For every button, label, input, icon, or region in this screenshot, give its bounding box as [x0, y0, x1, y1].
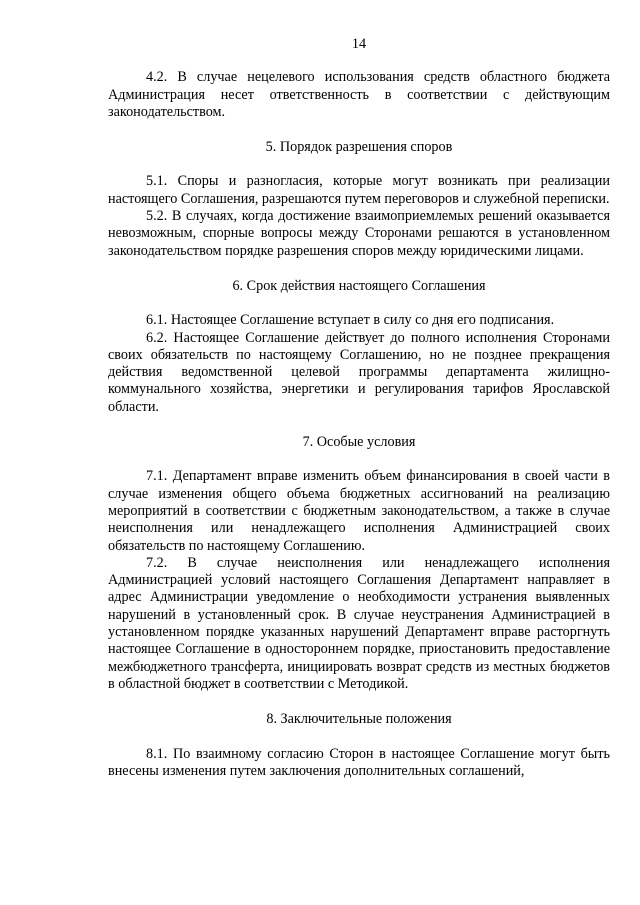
page-number: 14: [351, 36, 367, 52]
paragraph-7-1: 7.1. Департамент вправе изменить объем финансирования в своей части в случае изменения общего объема бюджетных ассигнований на реализацию мероприятий в соответствии с бюджетным законодательством, а также в случае неисполнения или ненадлежащего исполнения Администрацией своих обязательств по настоящему Соглашению.: [108, 468, 610, 554]
paragraph-6-2: 6.2. Настоящее Соглашение действует до полного исполнения Сторонами своих обязательств по настоящему Соглашению, но не позднее прекращения действия ведомственной целевой программы департамента жилищно-коммунального хозяйства, энергетики и регулирования тарифов Ярославской области.: [108, 329, 610, 415]
paragraph-5-2: 5.2. В случаях, когда достижение взаимоприемлемых решений оказывается невозможным, спорные вопросы между Сторонами решаются в установленном законодательством порядке разрешения споров между юридическими лицами.: [108, 208, 610, 259]
paragraph-7-2: 7.2. В случае неисполнения или ненадлежащего исполнения Администрацией условий настоящего Соглашения Департамент направляет в адрес Администрации уведомление о необходимости устранения выявленных нарушений в установленный срок. В случае неустранения Администрацией в установленном порядке указанных нарушений Департамент вправе расторгнуть настоящее Соглашение в одностороннем порядке, приостановить предоставление межбюджетного трансферта, инициировать возврат средств из местных бюджетов в областной бюджет в соответствии с Методикой.: [108, 554, 610, 692]
paragraph-4-2: 4.2. В случае нецелевого использования средств областного бюджета Администрация несет ответственность в соответствии с действующим законодательством.: [108, 69, 610, 120]
paragraph-5-1: 5.1. Споры и разногласия, которые могут возникать при реализации настоящего Соглашения, разрешаются путем переговоров и служебной переписки.: [108, 173, 610, 207]
section-heading-6: 6. Срок действия настоящего Соглашения: [232, 277, 486, 294]
section-heading-7: 7. Особые условия: [302, 434, 416, 451]
section-heading-5: 5. Порядок разрешения споров: [265, 139, 453, 156]
paragraph-6-1: 6.1. Настоящее Соглашение вступает в силу со дня его подписания.: [146, 312, 555, 329]
section-heading-8: 8. Заключительные положения: [266, 711, 452, 728]
paragraph-8-1: 8.1. По взаимному согласию Сторон в настоящее Соглашение могут быть внесены изменения путем заключения дополнительных соглашений,: [108, 745, 610, 779]
document-page: [108, 36, 610, 780]
